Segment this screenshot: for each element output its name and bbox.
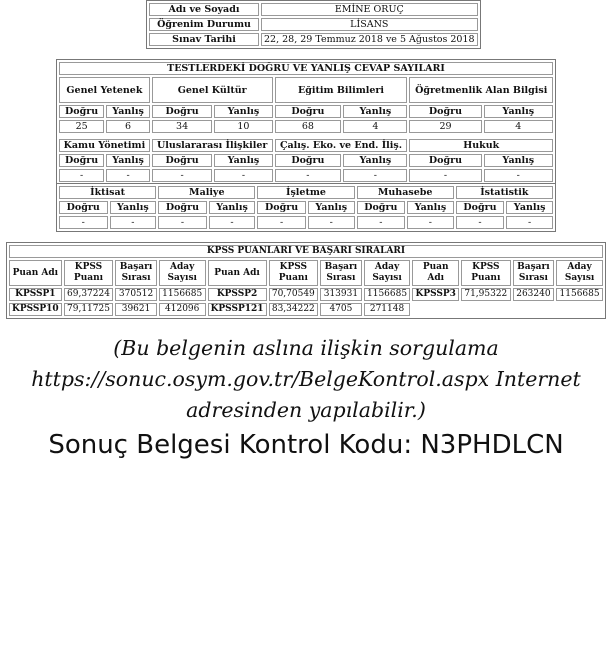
wrong-count: - bbox=[214, 169, 272, 182]
candidate-count: 271148 bbox=[364, 303, 411, 316]
group-name: Hukuk bbox=[409, 139, 553, 152]
correct-count: - bbox=[158, 216, 207, 229]
wrong-header: Yanlış bbox=[106, 105, 150, 118]
table-row bbox=[9, 288, 603, 301]
candidate-count-header: Aday Sayısı bbox=[556, 260, 603, 286]
group-name: Genel Yetenek bbox=[59, 77, 150, 103]
candidate-count-header: Aday Sayısı bbox=[159, 260, 206, 286]
kpss-score-header: KPSS Puanı bbox=[64, 260, 114, 286]
wrong-count: - bbox=[209, 216, 256, 229]
score-name-header: Puan Adı bbox=[412, 260, 459, 286]
correct-count: - bbox=[409, 169, 481, 182]
correct-header: Doğru bbox=[158, 201, 207, 214]
identity-row bbox=[149, 33, 478, 46]
correct-header: Doğru bbox=[357, 201, 406, 214]
wrong-header: Yanlış bbox=[484, 154, 553, 167]
rank: 313931 bbox=[320, 288, 362, 301]
correct-header: Doğru bbox=[275, 154, 342, 167]
identity-table bbox=[146, 0, 481, 49]
exam-date-value: 22, 28, 29 Temmuz 2018 ve 5 Ağustos 2018 bbox=[261, 33, 478, 46]
wrong-count: 6 bbox=[106, 120, 150, 133]
test-results-table-extra bbox=[56, 183, 556, 232]
wrong-header: Yanlış bbox=[308, 201, 355, 214]
name-value: EMİNE ORUÇ bbox=[261, 3, 478, 16]
correct-count: - bbox=[456, 216, 505, 229]
correct-header: Doğru bbox=[409, 105, 481, 118]
rank: 39621 bbox=[115, 303, 157, 316]
correct-header: Doğru bbox=[152, 105, 212, 118]
test-results-table bbox=[56, 59, 556, 185]
wrong-header: Yanlış bbox=[209, 201, 256, 214]
rank: 4705 bbox=[320, 303, 362, 316]
rank: 263240 bbox=[513, 288, 555, 301]
wrong-count: 4 bbox=[484, 120, 553, 133]
rank-header: Başarı Sırası bbox=[320, 260, 362, 286]
correct-count: 29 bbox=[409, 120, 481, 133]
wrong-header: Yanlış bbox=[343, 105, 407, 118]
wrong-count: - bbox=[343, 169, 407, 182]
correct-count: 25 bbox=[59, 120, 104, 133]
rank: 370512 bbox=[115, 288, 157, 301]
correct-header: Doğru bbox=[59, 105, 104, 118]
correct-header: Doğru bbox=[257, 201, 306, 214]
wrong-header: Yanlış bbox=[407, 201, 454, 214]
rank-header: Başarı Sırası bbox=[115, 260, 157, 286]
wrong-count: - bbox=[484, 169, 553, 182]
group-name: Genel Kültür bbox=[152, 77, 273, 103]
group-name: İktisat bbox=[59, 186, 156, 199]
wrong-count: - bbox=[308, 216, 355, 229]
wrong-count: - bbox=[407, 216, 454, 229]
correct-header: Doğru bbox=[275, 105, 342, 118]
kpss-score: 83,34222 bbox=[269, 303, 319, 316]
correct-count: - bbox=[257, 216, 306, 229]
correct-count: 34 bbox=[152, 120, 212, 133]
group-name: İşletme bbox=[257, 186, 354, 199]
wrong-header: Yanlış bbox=[343, 154, 407, 167]
control-code: Sonuç Belgesi Kontrol Kodu: N3PHDLCN bbox=[48, 430, 564, 460]
correct-count: - bbox=[59, 169, 104, 182]
wrong-count: 4 bbox=[343, 120, 407, 133]
correct-header: Doğru bbox=[409, 154, 481, 167]
wrong-header: Yanlış bbox=[110, 201, 157, 214]
wrong-header: Yanlış bbox=[506, 201, 553, 214]
group-name: Muhasebe bbox=[357, 186, 454, 199]
group-name: Kamu Yönetimi bbox=[59, 139, 150, 152]
wrong-count: 10 bbox=[214, 120, 272, 133]
verification-note-line3: adresinden yapılabilir.) bbox=[186, 398, 426, 422]
wrong-header: Yanlış bbox=[106, 154, 150, 167]
wrong-count: - bbox=[506, 216, 553, 229]
kpss-score: 70,70549 bbox=[269, 288, 319, 301]
kpss-score: 69,37224 bbox=[64, 288, 114, 301]
candidate-count: 1156685 bbox=[556, 288, 603, 301]
wrong-header: Yanlış bbox=[214, 154, 272, 167]
identity-row bbox=[149, 3, 478, 16]
group-name: İstatistik bbox=[456, 186, 553, 199]
group-name: Eğitim Bilimleri bbox=[275, 77, 408, 103]
score-name-header: Puan Adı bbox=[208, 260, 267, 286]
candidate-count: 412096 bbox=[159, 303, 206, 316]
verification-note-line1: (Bu belgenin aslına ilişkin sorgulama bbox=[113, 336, 499, 360]
correct-header: Doğru bbox=[456, 201, 505, 214]
kpss-score-header: KPSS Puanı bbox=[269, 260, 319, 286]
wrong-header: Yanlış bbox=[484, 105, 553, 118]
correct-count: - bbox=[275, 169, 342, 182]
candidate-count-header: Aday Sayısı bbox=[364, 260, 411, 286]
group-name: Öğretmenlik Alan Bilgisi bbox=[409, 77, 553, 103]
candidate-count: 1156685 bbox=[159, 288, 206, 301]
kpss-score-header: KPSS Puanı bbox=[461, 260, 511, 286]
verification-note-line2: https://sonuc.osym.gov.tr/BelgeKontrol.aspx Internet bbox=[31, 367, 581, 391]
correct-count: - bbox=[357, 216, 406, 229]
score-name: KPSSP3 bbox=[412, 288, 459, 301]
kpss-title: KPSS PUANLARI VE BAŞARI SIRALARI bbox=[9, 245, 603, 258]
education-label: Öğrenim Durumu bbox=[149, 18, 259, 31]
rank-header: Başarı Sırası bbox=[513, 260, 555, 286]
kpss-score: 71,95322 bbox=[461, 288, 511, 301]
group-name: Çalış. Eko. ve End. İliş. bbox=[275, 139, 408, 152]
score-name-header: Puan Adı bbox=[9, 260, 62, 286]
correct-count: 68 bbox=[275, 120, 342, 133]
wrong-count: - bbox=[110, 216, 157, 229]
wrong-header: Yanlış bbox=[214, 105, 272, 118]
kpss-scores-table bbox=[6, 242, 606, 319]
tests-title: TESTLERDEKİ DOĞRU VE YANLIŞ CEVAP SAYILARI bbox=[59, 62, 553, 75]
score-name: KPSSP10 bbox=[9, 303, 62, 316]
name-label: Adı ve Soyadı bbox=[149, 3, 259, 16]
empty-cell bbox=[412, 303, 603, 316]
score-name: KPSSP2 bbox=[208, 288, 267, 301]
correct-header: Doğru bbox=[59, 201, 108, 214]
kpss-score: 79,11725 bbox=[64, 303, 114, 316]
education-value: LİSANS bbox=[261, 18, 478, 31]
correct-header: Doğru bbox=[59, 154, 104, 167]
candidate-count: 1156685 bbox=[364, 288, 411, 301]
exam-date-label: Sınav Tarihi bbox=[149, 33, 259, 46]
score-name: KPSSP1 bbox=[9, 288, 62, 301]
identity-row bbox=[149, 18, 478, 31]
correct-header: Doğru bbox=[152, 154, 212, 167]
table-row bbox=[9, 303, 603, 316]
correct-count: - bbox=[152, 169, 212, 182]
score-name: KPSSP121 bbox=[208, 303, 267, 316]
group-name: Maliye bbox=[158, 186, 255, 199]
correct-count: - bbox=[59, 216, 108, 229]
wrong-count: - bbox=[106, 169, 150, 182]
group-name: Uluslararası İlişkiler bbox=[152, 139, 273, 152]
